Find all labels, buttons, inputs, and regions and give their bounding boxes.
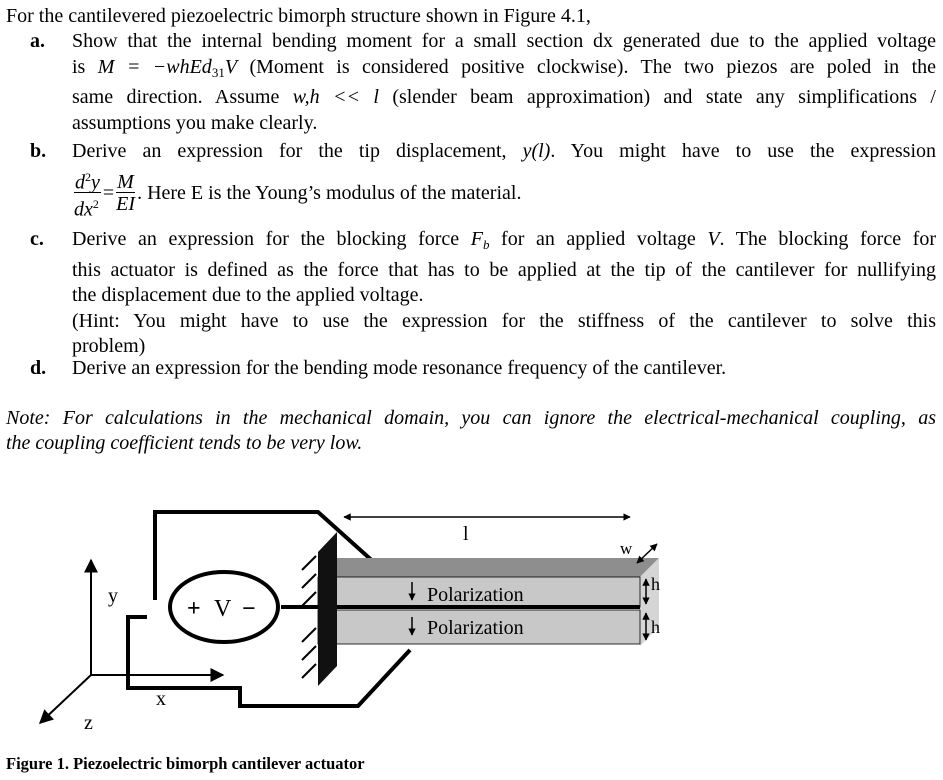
clamp-block <box>318 532 337 686</box>
length-dimension <box>344 517 630 545</box>
question-a-line: same direction. Assume w,h << l (slender beam approximation) and state any simplifications / <box>72 86 936 108</box>
question-b-line: Derive an expression for the tip displacement, y(l). You might have to use the expression <box>72 140 937 162</box>
question-d-line: Derive an expression for the bending mode resonance frequency of the cantilever. <box>72 357 727 379</box>
question-c-hint-line: (Hint: You might have to use the expression for the stiffness of the cantilever to solve this <box>72 309 936 332</box>
question-d <box>30 356 936 382</box>
question-c-line: the displacement due to the applied voltage. <box>72 284 424 306</box>
question-c-hint-line: problem) <box>72 335 146 357</box>
axis-z-label: z <box>84 712 93 734</box>
intro-text: For the cantilevered piezoelectric bimorph structure shown in Figure 4.1, <box>6 5 591 27</box>
axis-x-label: x <box>156 688 166 710</box>
bimorph-figure <box>0 470 943 754</box>
question-label: a. <box>30 30 45 52</box>
source-v: V <box>214 596 232 622</box>
note <box>6 406 936 456</box>
beam-top-face <box>318 558 659 577</box>
question-c-line: this actuator is defined as the force that has to be applied at the tip of the cantilever for nullifying <box>72 258 936 281</box>
question-a <box>30 29 936 136</box>
source-minus: − <box>242 596 256 622</box>
source-plus: + <box>187 596 201 622</box>
question-a-line: is M = −whEd$_{31}$V (Moment is considered positive clockwise). The two piezos are poled in the <box>72 55 937 80</box>
fraction-m-ei: $\frac{M}{EI}$ <box>116 171 136 216</box>
voltage-source <box>170 572 278 642</box>
fraction-d2y-dx2: $\frac{d^2y}{dx^2}$ <box>74 167 101 221</box>
axis-y-label: y <box>108 585 118 607</box>
question-c-line: Derive an expression for the blocking force $F_b$ for an applied voltage V. The blocking force for <box>72 228 936 252</box>
question-a-line: assumptions you make clearly. <box>72 111 318 134</box>
question-label: b. <box>30 140 47 162</box>
h-bottom-label: h <box>651 617 660 637</box>
figure-caption: Figure 1. Piezoelectric bimorph cantilever actuator <box>6 754 365 773</box>
question-b <box>30 139 936 221</box>
length-label: l <box>463 523 469 545</box>
h-top-label: h <box>651 574 660 594</box>
question-b-equation-line: $\frac{d^2y}{dx^2}$ = $\frac{M}{EI}$ . Here E is the Young’s modulus of the material. <box>72 167 936 221</box>
question-a-line: Show that the internal bending moment for a small section dx generated due to the applied voltage <box>72 30 936 52</box>
note-line: the coupling coefficient tends to be very low. <box>6 432 363 454</box>
polarization-top-label: Polarization <box>427 584 524 606</box>
width-label: w <box>620 539 633 558</box>
polarization-bottom-label: Polarization <box>427 617 524 639</box>
question-c <box>30 227 936 360</box>
question-label: d. <box>30 357 47 379</box>
note-line: Note: For calculations in the mechanical domain, you can ignore the electrical-mechanical coupling, as <box>6 407 936 429</box>
question-label: c. <box>30 228 44 250</box>
